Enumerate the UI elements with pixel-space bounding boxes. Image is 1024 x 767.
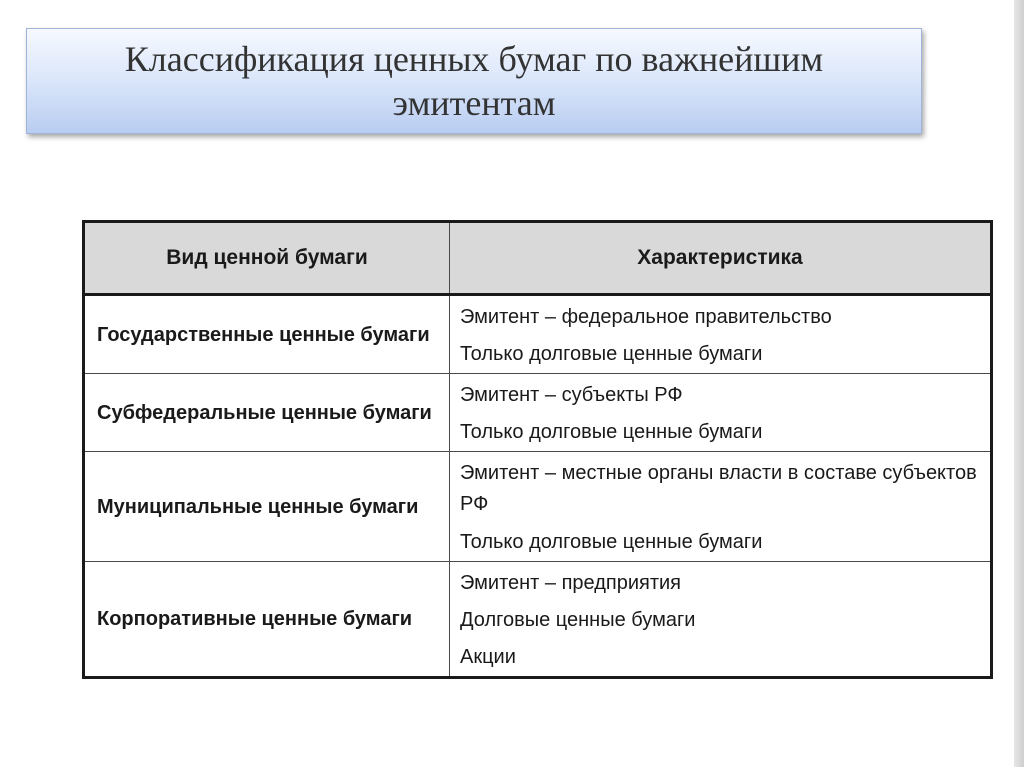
header-characteristic: Характеристика (450, 222, 992, 295)
slide-edge (1014, 0, 1024, 767)
characteristic-line: Только долговые ценные бумаги (460, 343, 763, 365)
row-characteristic (450, 374, 992, 452)
title-box (26, 28, 922, 134)
characteristic-line: Эмитент – субъекты РФ (460, 384, 683, 406)
classification-table (82, 220, 993, 679)
header-row (84, 222, 992, 295)
characteristic-line: Долговые ценные бумаги (460, 609, 696, 631)
row-type: Корпоративные ценные бумаги (84, 562, 450, 678)
row-characteristic (450, 452, 992, 562)
table-row (84, 295, 992, 374)
table-row (84, 452, 992, 562)
characteristic-line: Эмитент – федеральное правительство (460, 306, 832, 328)
slide-title: Классификация ценных бумаг по важнейшим эмитентам (124, 39, 824, 123)
characteristic-line: Акции (460, 646, 516, 668)
row-characteristic (450, 295, 992, 374)
row-type: Муниципальные ценные бумаги (84, 452, 450, 562)
row-characteristic (450, 562, 992, 678)
characteristic-line: Эмитент – предприятия (460, 572, 681, 594)
characteristic-line: Эмитент – местные органы власти в составе субъектов РФ (460, 462, 977, 515)
row-type: Государственные ценные бумаги (84, 295, 450, 374)
table-row (84, 374, 992, 452)
header-type: Вид ценной бумаги (84, 222, 450, 295)
characteristic-line: Только долговые ценные бумаги (460, 531, 763, 553)
row-type: Субфедеральные ценные бумаги (84, 374, 450, 452)
characteristic-line: Только долговые ценные бумаги (460, 421, 763, 443)
table-row (84, 562, 992, 678)
